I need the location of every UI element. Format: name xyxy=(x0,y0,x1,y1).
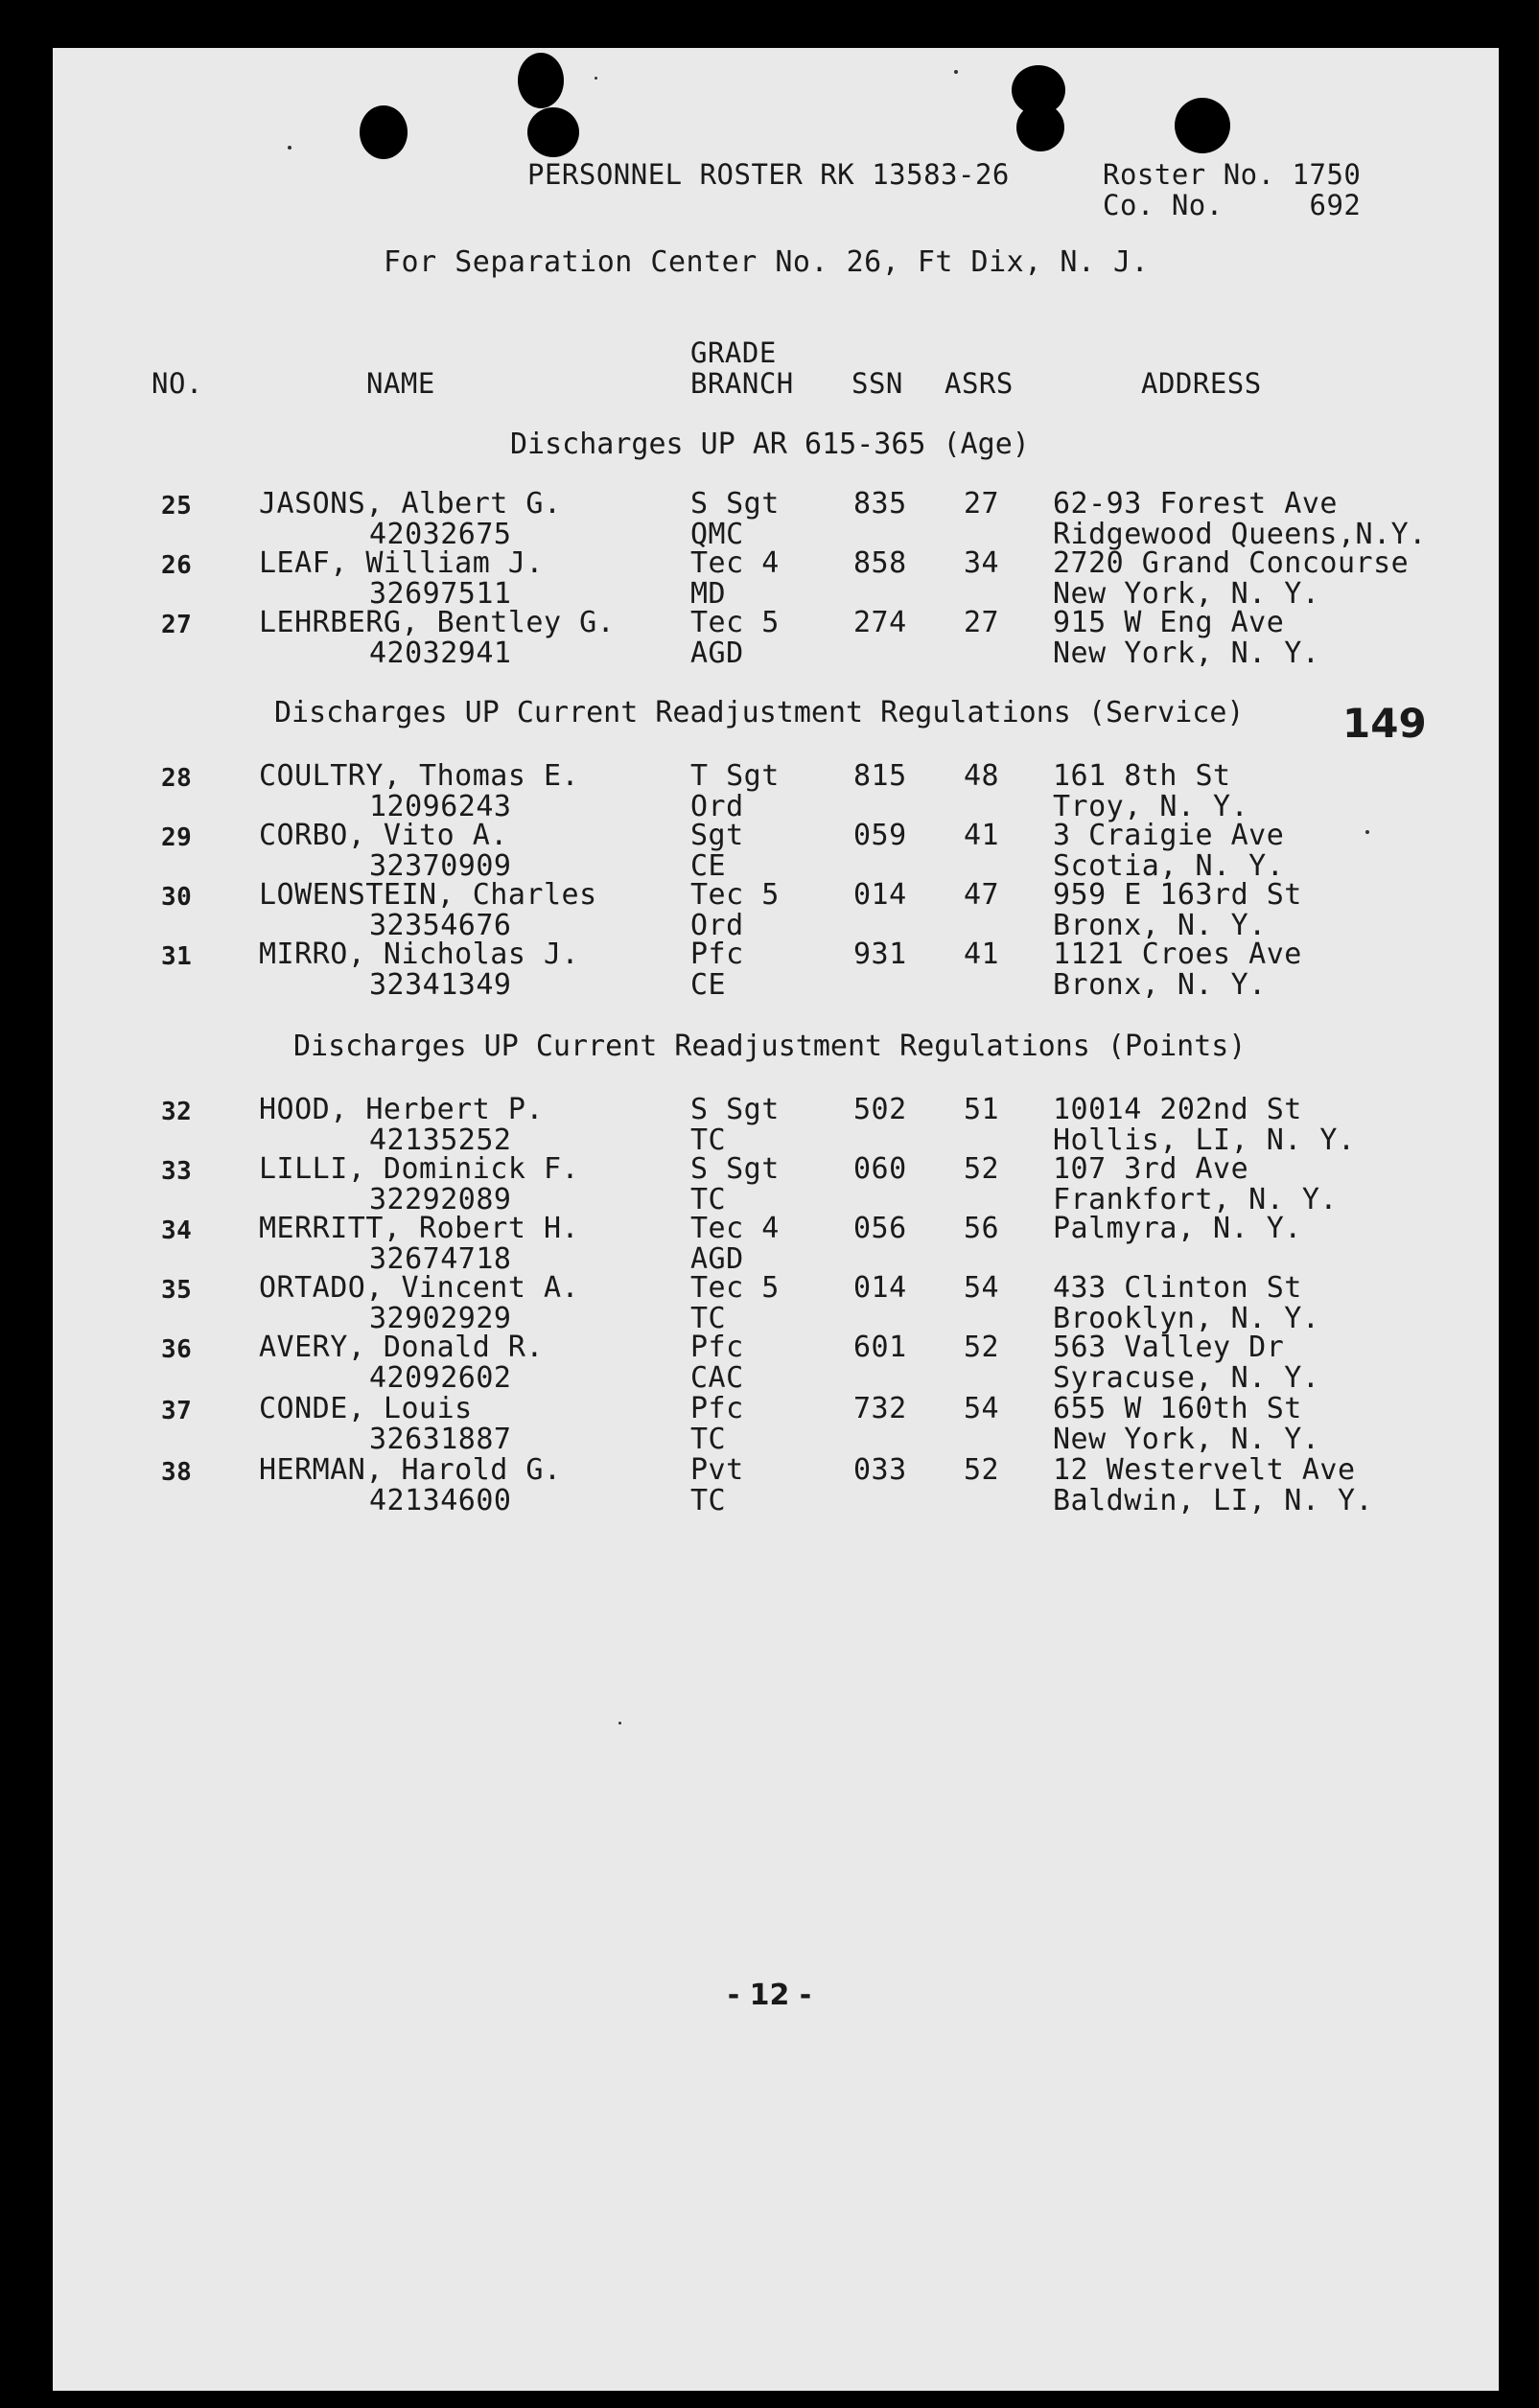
speck xyxy=(288,146,291,150)
row-ssn: 014 xyxy=(853,878,907,912)
col-asrs: ASRS xyxy=(944,367,1014,400)
row-serial: 32697511 xyxy=(369,577,512,611)
row-asrs: 54 xyxy=(964,1392,1000,1425)
row-grade: Pfc xyxy=(690,1331,744,1364)
row-address-1: 62-93 Forest Ave xyxy=(1053,487,1338,521)
row-address-1: Palmyra, N. Y. xyxy=(1053,1212,1302,1245)
row-branch: CE xyxy=(690,849,727,883)
row-address-1: 563 Valley Dr xyxy=(1053,1331,1285,1364)
row-serial: 32370909 xyxy=(369,849,512,883)
row-serial: 42092602 xyxy=(369,1361,512,1395)
col-no: NO. xyxy=(152,367,203,400)
row-no: 25 xyxy=(161,492,193,521)
row-ssn: 732 xyxy=(853,1392,907,1425)
row-address-2: New York, N. Y. xyxy=(1053,577,1320,611)
row-no: 34 xyxy=(161,1216,193,1245)
punch-hole xyxy=(1175,98,1230,153)
row-grade: Tec 5 xyxy=(690,606,780,639)
row-address-1: 107 3rd Ave xyxy=(1053,1152,1249,1186)
row-no: 38 xyxy=(161,1458,193,1487)
row-serial: 32674718 xyxy=(369,1242,512,1276)
row-branch: AGD xyxy=(690,637,744,670)
roster-number: Roster No. 1750 xyxy=(1103,158,1362,191)
row-grade: Tec 4 xyxy=(690,546,780,580)
row-address-1: 161 8th St xyxy=(1053,759,1231,793)
row-address-2: New York, N. Y. xyxy=(1053,1423,1320,1456)
row-asrs: 56 xyxy=(964,1212,1000,1245)
section-heading: Discharges UP Current Readjustment Regulations (Points) xyxy=(293,1030,1247,1063)
row-grade: Pfc xyxy=(690,1392,744,1425)
row-asrs: 41 xyxy=(964,938,1000,971)
row-name: LEHRBERG, Bentley G. xyxy=(259,606,616,639)
row-address-2: Syracuse, N. Y. xyxy=(1053,1361,1320,1395)
row-branch: AGD xyxy=(690,1242,744,1276)
row-no: 37 xyxy=(161,1397,193,1425)
speck xyxy=(618,1722,621,1725)
row-asrs: 48 xyxy=(964,759,1000,793)
row-asrs: 47 xyxy=(964,878,1000,912)
row-no: 26 xyxy=(161,551,193,580)
punch-hole xyxy=(518,53,564,108)
row-branch: QMC xyxy=(690,518,744,551)
row-no: 35 xyxy=(161,1276,193,1305)
row-serial: 32292089 xyxy=(369,1183,512,1216)
row-ssn: 815 xyxy=(853,759,907,793)
speck xyxy=(1365,830,1369,834)
row-no: 29 xyxy=(161,823,193,852)
row-name: COULTRY, Thomas E. xyxy=(259,759,580,793)
row-branch: TC xyxy=(690,1423,727,1456)
row-branch: CAC xyxy=(690,1361,744,1395)
row-serial: 42032675 xyxy=(369,518,512,551)
handwritten-stamp: 149 xyxy=(1342,700,1427,747)
row-branch: Ord xyxy=(690,790,744,823)
col-branch: BRANCH xyxy=(690,367,794,400)
row-name: LILLI, Dominick F. xyxy=(259,1152,580,1186)
row-address-1: 959 E 163rd St xyxy=(1053,878,1302,912)
row-address-1: 915 W Eng Ave xyxy=(1053,606,1285,639)
col-ssn: SSN xyxy=(851,367,903,400)
row-ssn: 060 xyxy=(853,1152,907,1186)
row-name: HOOD, Herbert P. xyxy=(259,1093,544,1126)
row-serial: 42135252 xyxy=(369,1123,512,1157)
row-ssn: 502 xyxy=(853,1093,907,1126)
row-branch: CE xyxy=(690,968,727,1002)
row-serial: 32902929 xyxy=(369,1302,512,1335)
row-ssn: 274 xyxy=(853,606,907,639)
row-grade: S Sgt xyxy=(690,1093,780,1126)
punch-hole xyxy=(1016,104,1064,151)
section-heading: Discharges UP AR 615-365 (Age) xyxy=(510,428,1030,461)
row-ssn: 835 xyxy=(853,487,907,521)
row-address-2: Ridgewood Queens,N.Y. xyxy=(1053,518,1427,551)
row-address-2: Scotia, N. Y. xyxy=(1053,849,1285,883)
row-name: CORBO, Vito A. xyxy=(259,819,508,852)
row-address-2: Hollis, LI, N. Y. xyxy=(1053,1123,1356,1157)
company-number: Co. No. 692 xyxy=(1103,189,1362,221)
row-serial: 12096243 xyxy=(369,790,512,823)
row-serial: 32354676 xyxy=(369,909,512,942)
row-asrs: 41 xyxy=(964,819,1000,852)
row-ssn: 858 xyxy=(853,546,907,580)
row-address-2: Troy, N. Y. xyxy=(1053,790,1249,823)
row-branch: Ord xyxy=(690,909,744,942)
row-name: CONDE, Louis xyxy=(259,1392,473,1425)
row-serial: 32341349 xyxy=(369,968,512,1002)
row-name: HERMAN, Harold G. xyxy=(259,1453,562,1487)
row-serial: 42032941 xyxy=(369,637,512,670)
col-address: ADDRESS xyxy=(1141,367,1262,400)
row-branch: TC xyxy=(690,1484,727,1517)
row-address-2: Frankfort, N. Y. xyxy=(1053,1183,1338,1216)
row-asrs: 27 xyxy=(964,487,1000,521)
row-address-1: 10014 202nd St xyxy=(1053,1093,1302,1126)
row-grade: Pfc xyxy=(690,938,744,971)
row-address-1: 655 W 160th St xyxy=(1053,1392,1302,1425)
row-address-1: 433 Clinton St xyxy=(1053,1271,1302,1305)
roster-title: PERSONNEL ROSTER RK 13583-26 xyxy=(527,158,1010,191)
row-name: MIRRO, Nicholas J. xyxy=(259,938,580,971)
row-address-2: Bronx, N. Y. xyxy=(1053,968,1267,1002)
row-ssn: 033 xyxy=(853,1453,907,1487)
row-name: AVERY, Donald R. xyxy=(259,1331,544,1364)
section-heading: Discharges UP Current Readjustment Regulations (Service) xyxy=(274,696,1245,729)
page-number: - 12 - xyxy=(727,1979,812,2012)
row-no: 30 xyxy=(161,883,193,912)
speck xyxy=(595,77,597,80)
row-asrs: 51 xyxy=(964,1093,1000,1126)
row-address-1: 2720 Grand Concourse xyxy=(1053,546,1410,580)
row-name: JASONS, Albert G. xyxy=(259,487,562,521)
row-branch: MD xyxy=(690,577,727,611)
row-address-1: 12 Westervelt Ave xyxy=(1053,1453,1356,1487)
row-asrs: 52 xyxy=(964,1152,1000,1186)
row-ssn: 056 xyxy=(853,1212,907,1245)
row-asrs: 52 xyxy=(964,1453,1000,1487)
row-no: 31 xyxy=(161,942,193,971)
row-no: 36 xyxy=(161,1335,193,1364)
row-grade: Tec 4 xyxy=(690,1212,780,1245)
row-serial: 42134600 xyxy=(369,1484,512,1517)
row-asrs: 52 xyxy=(964,1331,1000,1364)
punch-hole xyxy=(360,105,408,159)
row-branch: TC xyxy=(690,1302,727,1335)
row-branch: TC xyxy=(690,1183,727,1216)
row-serial: 32631887 xyxy=(369,1423,512,1456)
row-no: 27 xyxy=(161,611,193,639)
row-grade: S Sgt xyxy=(690,1152,780,1186)
row-ssn: 059 xyxy=(853,819,907,852)
row-no: 28 xyxy=(161,764,193,793)
col-grade: GRADE xyxy=(690,336,777,369)
row-no: 33 xyxy=(161,1157,193,1186)
row-grade: Sgt xyxy=(690,819,744,852)
row-name: ORTADO, Vincent A. xyxy=(259,1271,580,1305)
row-address-2: New York, N. Y. xyxy=(1053,637,1320,670)
speck xyxy=(954,70,958,74)
row-address-2: Baldwin, LI, N. Y. xyxy=(1053,1484,1374,1517)
row-grade: Tec 5 xyxy=(690,1271,780,1305)
row-name: LEAF, William J. xyxy=(259,546,544,580)
row-name: LOWENSTEIN, Charles xyxy=(259,878,597,912)
row-grade: T Sgt xyxy=(690,759,780,793)
col-name: NAME xyxy=(366,367,435,400)
row-address-2: Brooklyn, N. Y. xyxy=(1053,1302,1320,1335)
row-grade: Pvt xyxy=(690,1453,744,1487)
row-asrs: 34 xyxy=(964,546,1000,580)
row-address-1: 1121 Croes Ave xyxy=(1053,938,1302,971)
row-grade: Tec 5 xyxy=(690,878,780,912)
row-grade: S Sgt xyxy=(690,487,780,521)
row-name: MERRITT, Robert H. xyxy=(259,1212,580,1245)
row-asrs: 27 xyxy=(964,606,1000,639)
row-branch: TC xyxy=(690,1123,727,1157)
row-address-2: Bronx, N. Y. xyxy=(1053,909,1267,942)
row-ssn: 931 xyxy=(853,938,907,971)
row-asrs: 54 xyxy=(964,1271,1000,1305)
punch-hole xyxy=(527,107,579,157)
row-address-1: 3 Craigie Ave xyxy=(1053,819,1285,852)
row-ssn: 014 xyxy=(853,1271,907,1305)
row-ssn: 601 xyxy=(853,1331,907,1364)
row-no: 32 xyxy=(161,1098,193,1126)
page-subtitle: For Separation Center No. 26, Ft Dix, N. J. xyxy=(384,245,1150,279)
